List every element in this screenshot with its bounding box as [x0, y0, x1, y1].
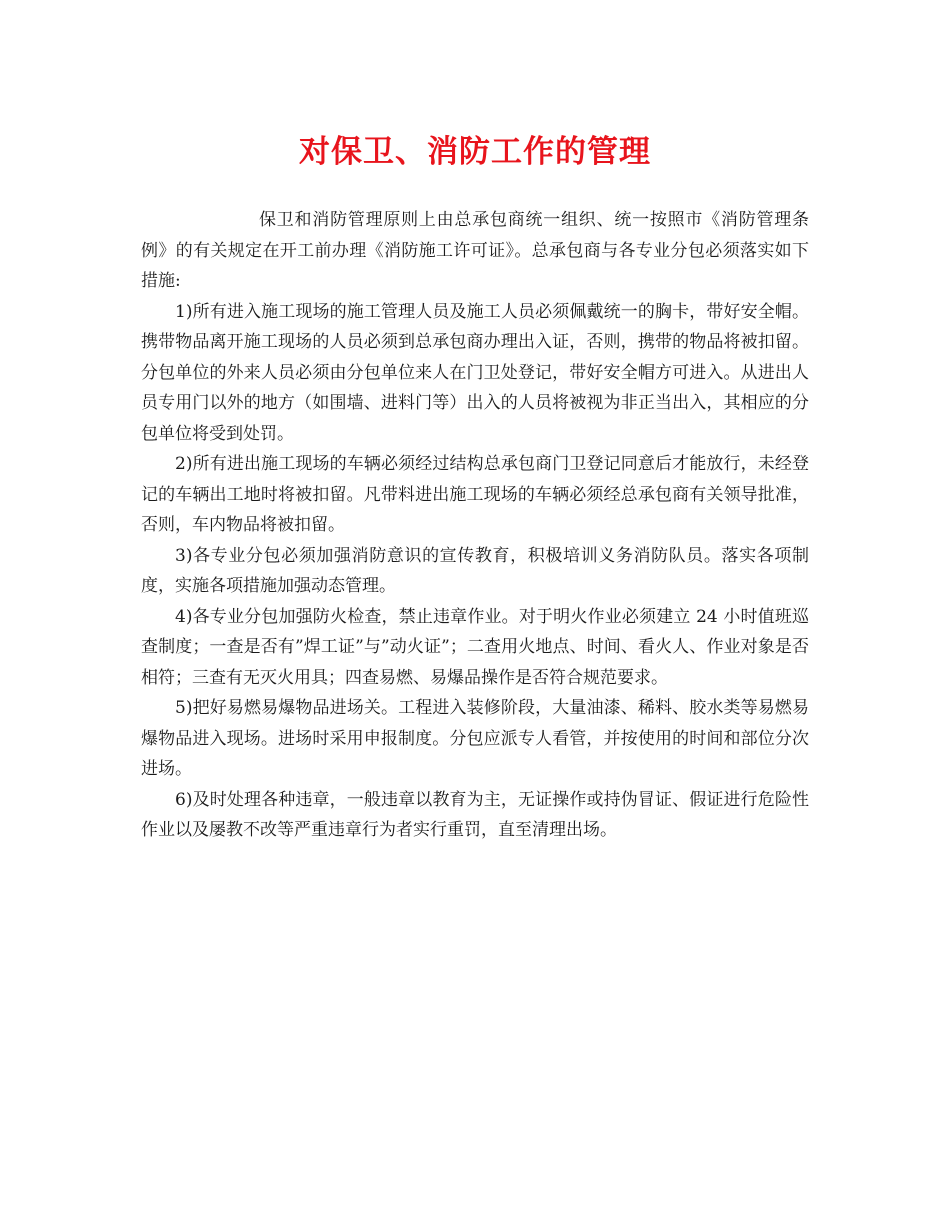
- measure-item-4: 4)各专业分包加强防火检查，禁止违章作业。对于明火作业必须建立 24 小时值班巡查制度；一查是否有”焊工证”与”动火证”；二查用火地点、时间、看火人、作业对象是否相符；三查有无灭火用具；四查易燃、易爆品操作是否符合规范要求。: [141, 606, 809, 688]
- measure-item-5: 5)把好易燃易爆物品进场关。工程进入装修阶段，大量油漆、稀料、胶水类等易燃易爆物品进入现场。进场时采用申报制度。分包应派专人看管，并按使用的时间和部位分次进场。: [141, 698, 809, 779]
- measure-item-3: 3)各专业分包必须加强消防意识的宣传教育，积极培训义务消防队员。落实各项制度，实施各项措施加强动态管理。: [141, 545, 809, 596]
- measure-item-6: 6)及时处理各种违章，一般违章以教育为主，无证操作或持伪冒证、假证进行危险性作业以及屡教不改等严重违章行为者实行重罚，直至清理出场。: [141, 789, 809, 840]
- measure-item-1: 1)所有进入施工现场的施工管理人员及施工人员必须佩戴统一的胸卡，带好安全帽。携带物品离开施工现场的人员必须到总承包商办理出入证，否则，携带的物品将被扣留。分包单位的外来人员必须由分包单位来人在门卫处登记，带好安全帽方可进入。从进出人员专用门以外的地方（如围墙、进料门等）出入的人员将被视为非正当出入，其相应的分包单位将受到处罚。: [141, 301, 809, 444]
- document-body: [141, 205, 809, 846]
- document-title: 对保卫、消防工作的管理: [299, 134, 651, 170]
- measure-item-2: 2)所有进出施工现场的车辆必须经过结构总承包商门卫登记同意后才能放行，未经登记的车辆出工地时将被扣留。凡带料进出施工现场的车辆必须经总承包商有关领导批准，否则，车内物品将被扣留。: [141, 454, 809, 535]
- intro-paragraph: 保卫和消防管理原则上由总承包商统一组织、统一按照市《消防管理条例》的有关规定在开工前办理《消防施工许可证》。总承包商与各专业分包必须落实如下措施:: [141, 210, 809, 291]
